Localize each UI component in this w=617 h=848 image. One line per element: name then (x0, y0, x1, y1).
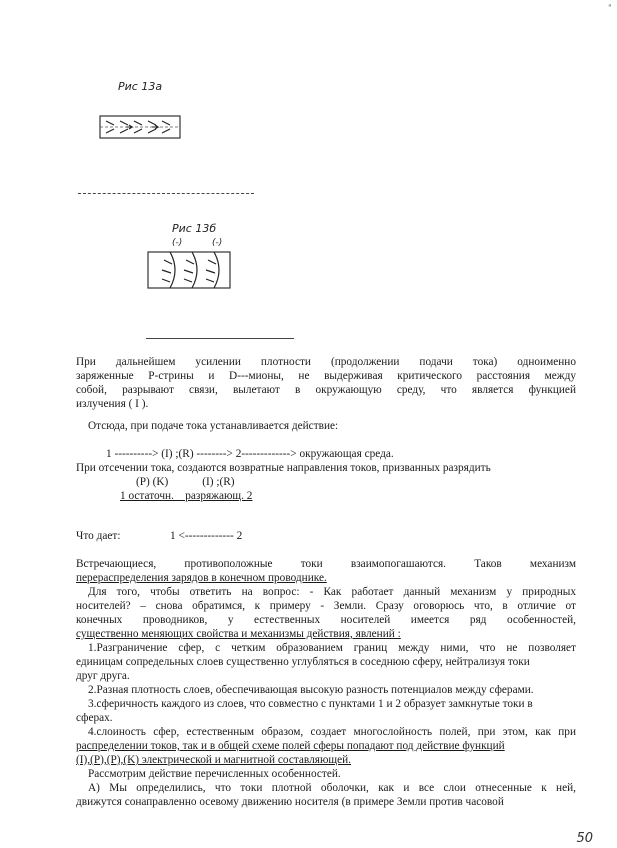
paragraph-1-line-3: собой, разрывают связи, вылетают в окружающую среду, что является функцией (76, 384, 576, 396)
separator-line-2 (146, 338, 294, 339)
figure-13b-label: Рис 13б (172, 222, 217, 235)
result-label: Что дает: (76, 530, 121, 542)
figure-13b-sign-left: (-) (172, 238, 183, 248)
paragraph-4-line-2: перераспределения зарядов в конечном проводнике. (76, 572, 327, 584)
scheme-1: 1 ----------> (I) ;(R) --------> 2-------------> окружающая среда. (106, 448, 394, 460)
paragraph-1-line-1: При дальнейшем усилении плотности (продолжении подачи тока) одноименно (76, 356, 576, 368)
result-scheme: 1 <------------- 2 (170, 530, 243, 542)
separator-line-1 (78, 193, 254, 194)
paragraph-4-line-1: Встречающиеся, противоположные токи взаимопогашаются. Таков механизм (76, 558, 576, 570)
item-4-line-2: распределении токов, так и в общей схеме полей сферы попадают под действие функций (76, 740, 505, 752)
paragraph-6: Рассмотрим действие перечисленных особенностей. (88, 768, 341, 780)
scheme-2-bottom: 1 остаточн. разряжающ. 2 (120, 490, 253, 502)
paragraph-5-line-1: Для того, чтобы ответить на вопрос: - Как работает данный механизм у природных (88, 586, 576, 598)
paragraph-7-line-1: А) Мы определились, что токи плотной оболочки, как и все слои отнесенные к ней, (88, 782, 576, 794)
paragraph-3: При отсечении тока, создаются возвратные направления токов, призванных разрядить (76, 462, 491, 474)
item-4-line-3: (I),(P),(P),(K) электрической и магнитной составляющей. (76, 754, 351, 766)
paragraph-7-line-2: движутся сонаправленно осевому движению носителя (в примере Земли против часовой (76, 796, 504, 808)
paragraph-2: Отсюда, при подаче тока устанавливается действие: (88, 420, 339, 432)
item-4-line-1: 4.слоиность сфер, естественным образом, создает многослойность полей, при этом, как при (88, 726, 576, 738)
paragraph-1-line-4: излучения ( I ). (76, 398, 149, 410)
item-1-line-1: 1.Разграничение сфер, с четким образованием границ между ними, что не позволяет (88, 642, 576, 654)
figure-13a-sketch (96, 110, 186, 150)
page-number: 50 (576, 831, 593, 846)
figure-13b-sketch (142, 248, 238, 294)
item-3-line-1: 3.сферичность каждого из слоев, что совместно с пунктами 1 и 2 образует замкнутые токи в (88, 698, 533, 710)
paragraph-5-line-2: носителей? – снова обратимся, к примеру - Земли. Сразу оговорюсь что, в отличие от (76, 600, 576, 612)
item-3-line-2: сферах. (76, 712, 113, 724)
corner-mark: ª (608, 2, 611, 12)
figure-13a-label: Рис 13а (118, 80, 163, 93)
paragraph-5-line-4: существенно меняющих свойства и механизмы действия, явлений : (76, 628, 401, 640)
paragraph-1-line-2: заряженные Р-стрины и D---мионы, не выдерживая критического расстояния между (76, 370, 576, 382)
figure-13b-sign-right: (-) (212, 238, 223, 248)
item-2: 2.Разная плотность слоев, обеспечивающая высокую разность потенциалов между сферами. (88, 684, 534, 696)
scheme-2-top: (P) (K) (I) ;(R) (136, 476, 235, 488)
item-1-line-2: единицам сопредельных слоев существенно углубляться в соседнюю сферу, нейтрализуя токи (76, 656, 530, 668)
item-1-line-3: друг друга. (76, 670, 130, 682)
paragraph-5-line-3: конечных проводников, у естественных носителей имеется ряд особенностей, (76, 614, 576, 626)
